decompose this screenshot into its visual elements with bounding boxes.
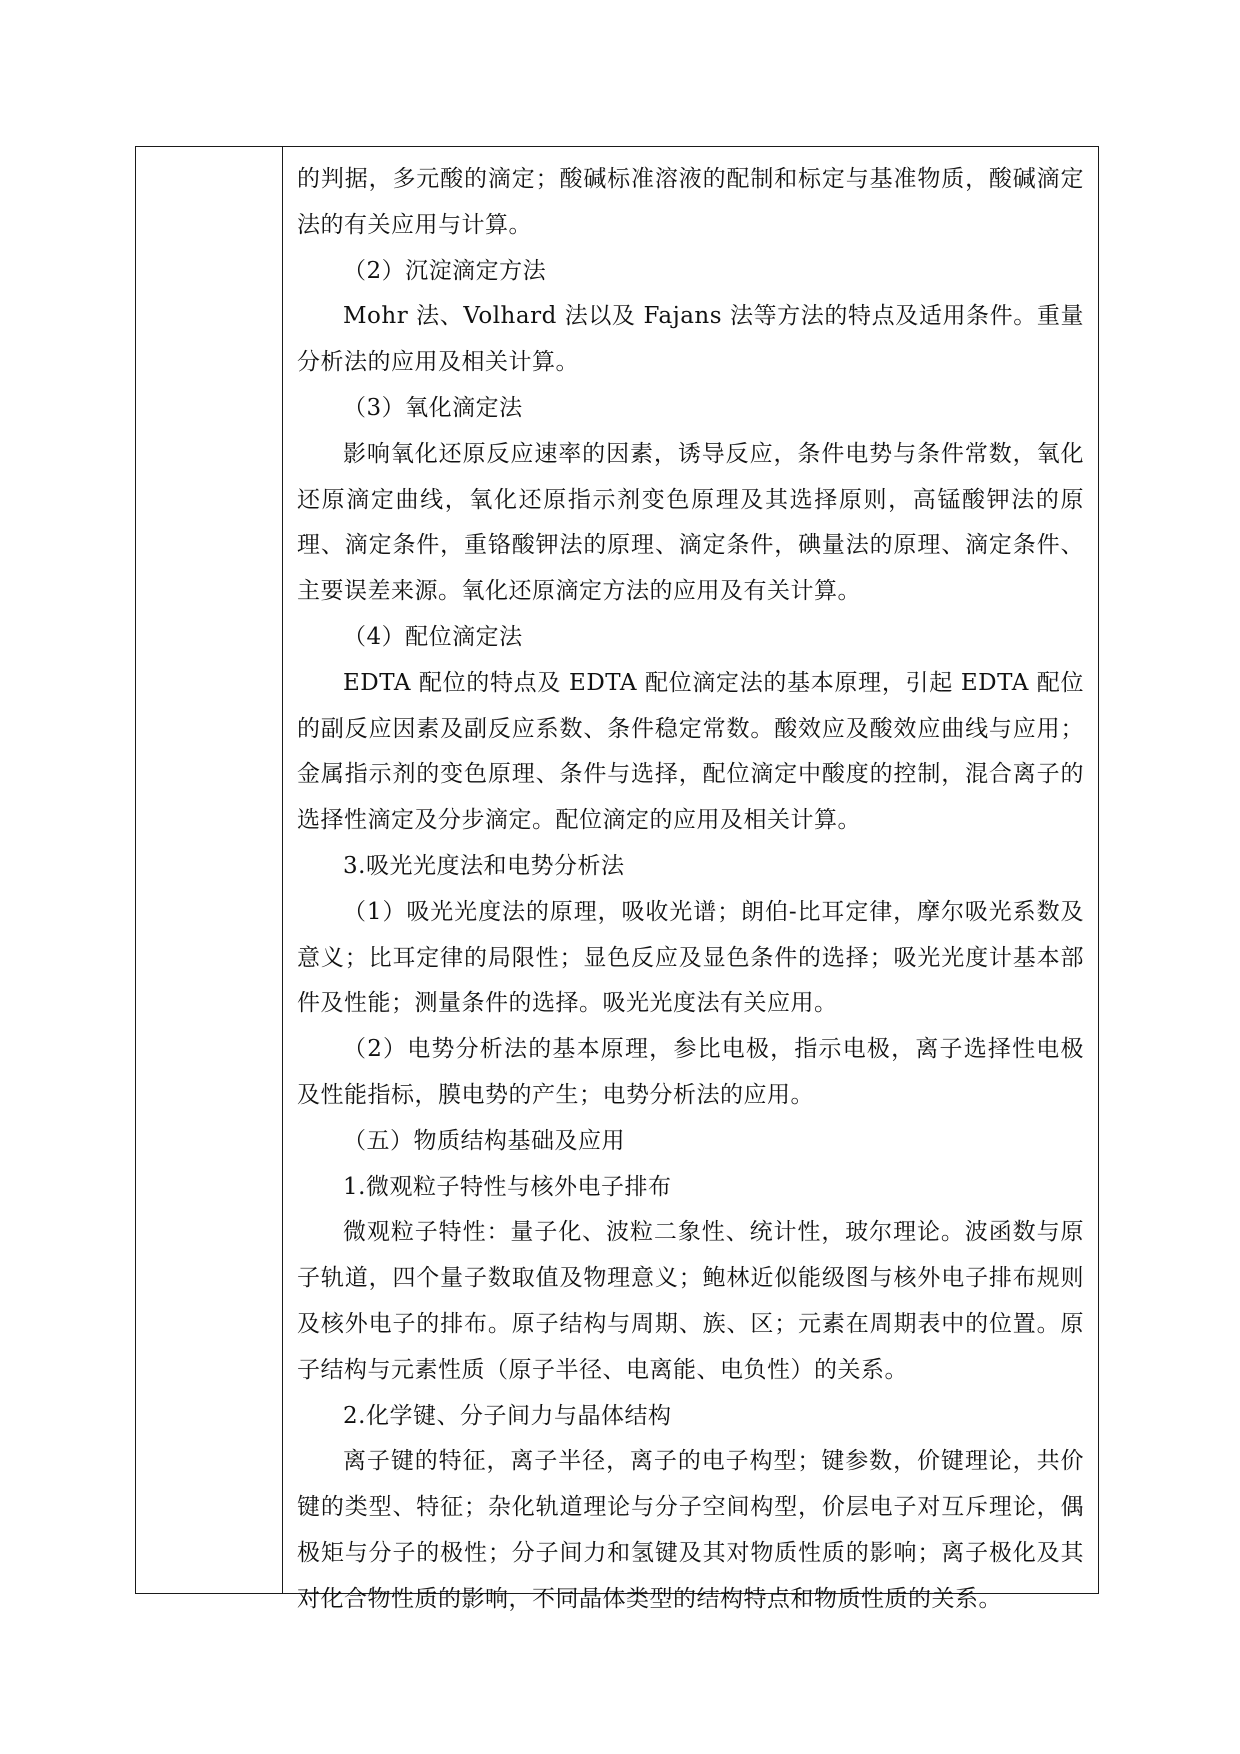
- paragraph-spectrophotometry: （1）吸光光度法的原理，吸收光谱；朗伯-比耳定律，摩尔吸光系数及意义；比耳定律的局限性；显色反应及显色条件的选择；吸光光度计基本部件及性能；测量条件的选择。吸光光度法有关应用。: [297, 898, 1084, 1017]
- table-left-column: [136, 147, 283, 1593]
- paragraph-chemical-bonds: 离子键的特征，离子半径，离子的电子构型；键参数，价键理论，共价键的类型、特征；杂化轨道理论与分子空间构型，价层电子对互斥理论，偶极矩与分子的极性；分子间力和氢键及其对物质性质的影响；离子极化及其对化合物性质的影响，不同晶体类型的结构特点和物质性质的关系。: [297, 1448, 1084, 1612]
- heading-redox-titration: （3）氧化滴定法: [343, 394, 523, 421]
- heading-precipitation-titration: （2）沉淀滴定方法: [343, 257, 547, 284]
- paragraph-precipitation-titration: Mohr 法、Volhard 法以及 Fajans 法等方法的特点及适用条件。重量分析法的应用及相关计算。: [297, 303, 1084, 376]
- heading-complexometric-titration: （4）配位滴定法: [343, 623, 523, 650]
- paragraph-complexometric-titration: EDTA 配位的特点及 EDTA 配位滴定法的基本原理，引起 EDTA 配位的副反应因素及副反应系数、条件稳定常数。酸效应及酸效应曲线与应用；金属指示剂的变色原理、条件与选择，配位滴定中酸度的控制，混合离子的选择性滴定及分步滴定。配位滴定的应用及相关计算。: [297, 669, 1084, 834]
- heading-structure-of-matter: （五）物质结构基础及应用: [343, 1127, 625, 1154]
- paragraph-potentiometry: （2）电势分析法的基本原理，参比电极，指示电极，离子选择性电极及性能指标，膜电势的产生；电势分析法的应用。: [297, 1036, 1084, 1108]
- paragraph-acid-base-continued: 的判据，多元酸的滴定；酸碱标准溶液的配制和标定与基准物质，酸碱滴定法的有关应用与计算。: [297, 166, 1084, 238]
- table-content-cell: [284, 147, 1098, 1612]
- heading-microparticles-electron-configuration: 1.微观粒子特性与核外电子排布: [343, 1173, 672, 1200]
- syllabus-table: [135, 146, 1099, 1612]
- heading-spectrophotometry-potentiometry: 3.吸光光度法和电势分析法: [343, 852, 625, 879]
- paragraph-microparticles: 微观粒子特性：量子化、波粒二象性、统计性，玻尔理论。波函数与原子轨道，四个量子数取值及物理意义；鲍林近似能级图与核外电子排布规则及核外电子的排布。原子结构与周期、族、区；元素在周期表中的位置。原子结构与元素性质（原子半径、电离能、电负性）的关系。: [297, 1219, 1084, 1383]
- heading-chemical-bonds-crystals: 2.化学键、分子间力与晶体结构: [343, 1402, 672, 1429]
- paragraph-redox-titration: 影响氧化还原反应速率的因素，诱导反应，条件电势与条件常数，氧化还原滴定曲线，氧化还原指示剂变色原理及其选择原则，高锰酸钾法的原理、滴定条件，重铬酸钾法的原理、滴定条件，碘量法的原理、滴定条件、主要误差来源。氧化还原滴定方法的应用及有关计算。: [297, 440, 1084, 605]
